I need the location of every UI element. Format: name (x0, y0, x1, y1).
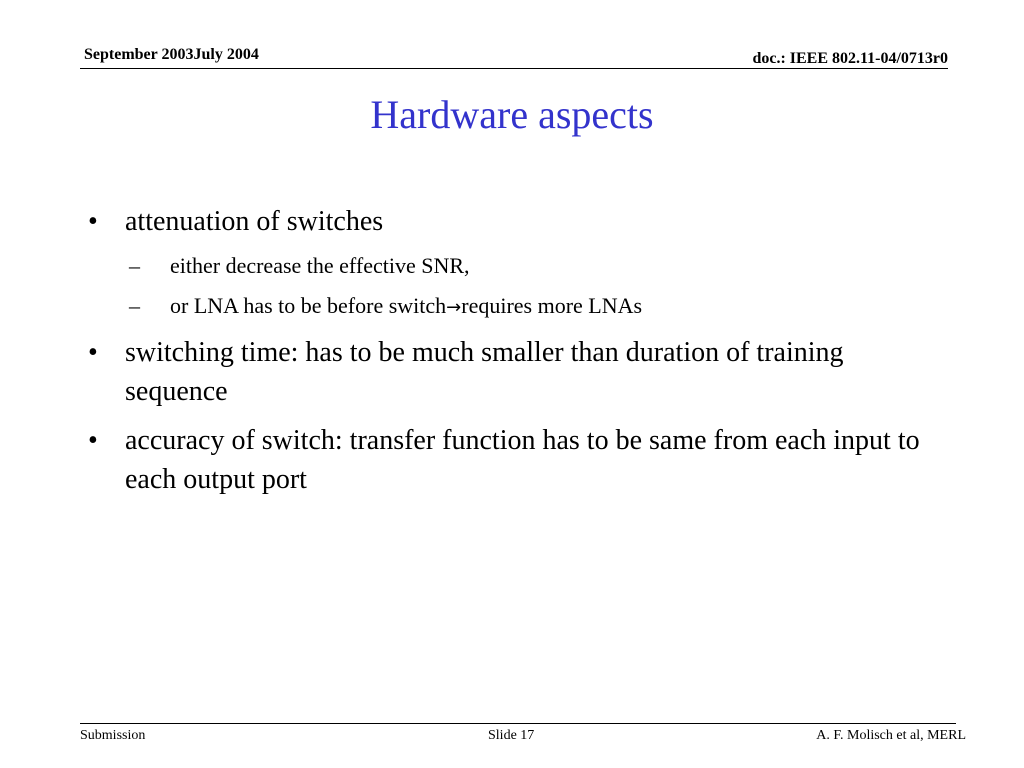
bullet-marker: • (88, 425, 98, 456)
footer-author: A. F. Molisch et al, MERL (816, 728, 966, 743)
sub-bullet-lna (84, 291, 944, 323)
header-date: September 2003July 2004 (84, 46, 259, 63)
sub-bullet-text-after: requires more LNAs (461, 293, 643, 318)
sub-bullet-text: either decrease the effective SNR, (170, 253, 470, 278)
bullet-accuracy (84, 421, 944, 499)
sub-bullet-text-before: or LNA has to be before switch (170, 293, 447, 318)
header-doc-id: doc.: IEEE 802.11-04/0713r0 (752, 50, 948, 67)
bullet-text: attenuation of switches (125, 206, 384, 237)
footer-slide-number: Slide 17 (488, 728, 535, 743)
bullet-marker: • (88, 206, 98, 237)
bullet-text: switching time: has to be much smaller than duration of training sequence (125, 337, 844, 407)
sub-bullet-snr (84, 251, 944, 281)
bullet-switching-time (84, 333, 944, 411)
slide-title: Hardware aspects (370, 92, 654, 137)
bullet-text: accuracy of switch: transfer function has to be same from each input to each output port (125, 425, 920, 495)
slide-body (84, 202, 944, 509)
right-arrow-icon: → (446, 297, 462, 318)
bullet-marker: • (88, 337, 98, 368)
header-divider (80, 68, 948, 69)
footer-submission: Submission (80, 728, 146, 743)
bullet-attenuation (84, 202, 944, 241)
sub-bullet-marker: – (129, 253, 140, 278)
sub-bullet-marker: – (129, 293, 140, 318)
footer-divider (80, 723, 956, 724)
